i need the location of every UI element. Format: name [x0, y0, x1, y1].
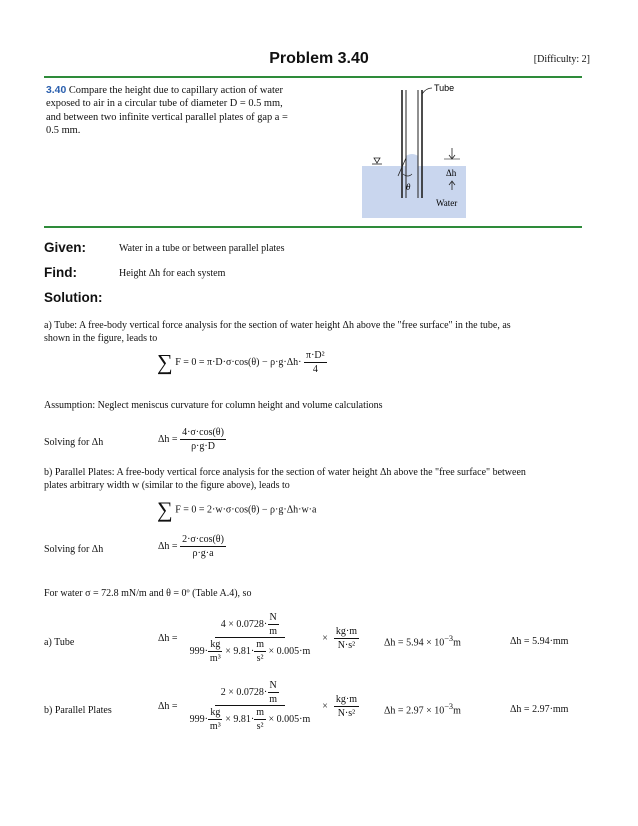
- water-surface-right: [422, 166, 466, 170]
- problem-text: Compare the height due to capillary action of water exposed to air in a circular tube of diameter D = 0.5 mm, and between two infinite vertical parallel plates of gap a = 0.5 mm.: [46, 85, 288, 137]
- unit-m-2b: m: [256, 707, 264, 718]
- part-b-line-1: b) Parallel Plates: A free-body vertical force analysis for the section of water height Δh above the "free surface" between: [44, 467, 526, 478]
- summation-symbol-b: ∑: [157, 497, 173, 522]
- result-a-label: a) Tube: [44, 637, 75, 648]
- result-a-scientific: [384, 634, 461, 648]
- result-a-den: [184, 638, 317, 664]
- summation-symbol: ∑: [157, 349, 173, 375]
- result-b-fraction: [184, 680, 317, 732]
- result-a-m-per-s2: [254, 639, 266, 664]
- unit-m: m: [269, 626, 278, 637]
- unit-n-b: N: [269, 680, 277, 691]
- result-a-sci-unit: m: [453, 637, 461, 649]
- unit-kg: kg: [210, 639, 221, 650]
- eq-a-den: 4: [312, 364, 318, 375]
- part-a-line-2: shown in the figure, leads to: [44, 333, 158, 344]
- result-a-sci: Δh = 5.94 × 10: [384, 637, 445, 649]
- solving-label-2: Solving for Δh: [44, 544, 104, 555]
- result-b-den-mid: × 9.81·: [225, 713, 255, 725]
- result-a-unit-fraction: [334, 626, 359, 651]
- result-b-sci: Δh = 2.97 × 10: [384, 705, 445, 717]
- force-balance-plates: [157, 497, 317, 522]
- result-b-unit-fraction: [334, 694, 359, 719]
- dh-tube-formula: [158, 427, 226, 452]
- find-label: Find:: [44, 265, 77, 280]
- result-a-den-post: × 0.005·m: [268, 645, 311, 657]
- result-a-mm: Δh = 5.94·mm: [510, 636, 569, 647]
- problem-statement: [46, 84, 296, 138]
- part-b-line-2: plates arbitrary width w (similar to the figure above), leads to: [44, 480, 290, 491]
- result-b-label: b) Parallel Plates: [44, 705, 112, 716]
- result-a-den-mid: × 9.81·: [225, 645, 255, 657]
- find-text: Height Δh for each system: [119, 268, 226, 279]
- result-b-num-pre: 2 × 0.0728·: [220, 686, 268, 698]
- dh-a-fraction: [180, 427, 226, 452]
- mid-divider: [44, 226, 582, 228]
- result-b-den-post: × 0.005·m: [268, 713, 311, 725]
- unit-m3-b: m³: [209, 721, 221, 732]
- unit-s2: s²: [256, 653, 264, 664]
- solution-label: Solution:: [44, 290, 103, 305]
- problem-number: 3.40: [46, 85, 67, 96]
- result-b-times: ×: [322, 700, 328, 712]
- theta-label: θ: [406, 182, 411, 192]
- dh-b-den: ρ·g·a: [192, 548, 214, 559]
- eq-a-left: F = 0 = π·D·σ·cos(θ) − ρ·g·Δh·: [175, 356, 302, 368]
- result-a-exp: −3: [444, 634, 454, 643]
- unit-m-2: m: [256, 639, 264, 650]
- given-text: Water in a tube or between parallel plates: [119, 243, 285, 254]
- page-title: Problem 3.40: [269, 50, 369, 67]
- result-b-mm: Δh = 2.97·mm: [510, 704, 569, 715]
- result-b-units-den: N·s²: [337, 707, 356, 719]
- unit-s2-b: s²: [256, 721, 264, 732]
- solving-label-1: Solving for Δh: [44, 437, 104, 448]
- result-a-units-den: N·s²: [337, 639, 356, 651]
- result-b-lhs: Δh =: [158, 700, 178, 712]
- dh-a-den: ρ·g·D: [191, 441, 215, 452]
- result-b-m-per-s2: [254, 707, 266, 732]
- result-a-num: [215, 612, 285, 638]
- top-divider: [44, 76, 582, 78]
- free-surface-symbol: [374, 158, 380, 163]
- eq-a-num: π·D²: [306, 350, 325, 361]
- dh-b-fraction: [180, 534, 226, 559]
- force-balance-tube: [157, 350, 327, 375]
- result-a-lhs: Δh =: [158, 632, 178, 644]
- capillary-figure: [356, 80, 472, 220]
- unit-m-b: m: [269, 694, 278, 705]
- dh-label: Δh: [446, 168, 457, 178]
- assumption-text: Assumption: Neglect meniscus curvature for column height and volume calculations: [44, 400, 383, 411]
- part-a-line-1: a) Tube: A free-body vertical force analysis for the section of water height Δh above the "free surface" in the tube, as: [44, 320, 511, 331]
- unit-n: N: [269, 612, 277, 623]
- result-b-scientific: [384, 702, 461, 716]
- dh-a-num: 4·σ·cos(θ): [182, 427, 224, 438]
- dh-plates-formula: [158, 534, 226, 559]
- dh-b-left: Δh =: [158, 540, 178, 552]
- difficulty-label: [Difficulty: 2]: [533, 54, 590, 65]
- result-a-n-per-m: [267, 612, 279, 637]
- given-label: Given:: [44, 240, 87, 255]
- result-a-kg-per-m3: [208, 639, 223, 664]
- dh-a-left: Δh =: [158, 433, 178, 445]
- result-b-calc: [158, 680, 359, 732]
- result-a-num-pre: 4 × 0.0728·: [220, 618, 268, 630]
- eq-a-fraction: [304, 350, 327, 375]
- result-b-num: [215, 680, 285, 706]
- tube-label: Tube: [434, 83, 455, 93]
- result-a-calc: [158, 612, 359, 664]
- result-b-den-pre: 999·: [189, 713, 208, 725]
- result-b-units-num: kg·m: [335, 693, 357, 705]
- result-a-units-num: kg·m: [335, 625, 357, 637]
- meniscus: [406, 154, 418, 166]
- water-label: Water: [436, 198, 458, 208]
- result-a-times: ×: [322, 632, 328, 644]
- tube-leader: [422, 88, 432, 94]
- unit-m3: m³: [209, 653, 221, 664]
- result-b-sci-unit: m: [453, 705, 461, 717]
- dh-b-num: 2·σ·cos(θ): [182, 534, 224, 545]
- unit-kg-b: kg: [210, 707, 221, 718]
- result-b-n-per-m: [267, 680, 279, 705]
- result-b-kg-per-m3: [208, 707, 223, 732]
- result-b-den: [184, 706, 317, 732]
- result-b-exp: −3: [444, 702, 454, 711]
- result-a-fraction: [184, 612, 317, 664]
- water-properties: For water σ = 72.8 mN/m and θ = 0º (Table A.4), so: [44, 588, 252, 599]
- result-a-den-pre: 999·: [189, 645, 208, 657]
- eq-b: F = 0 = 2·w·σ·cos(θ) − ρ·g·Δh·w·a: [175, 504, 317, 516]
